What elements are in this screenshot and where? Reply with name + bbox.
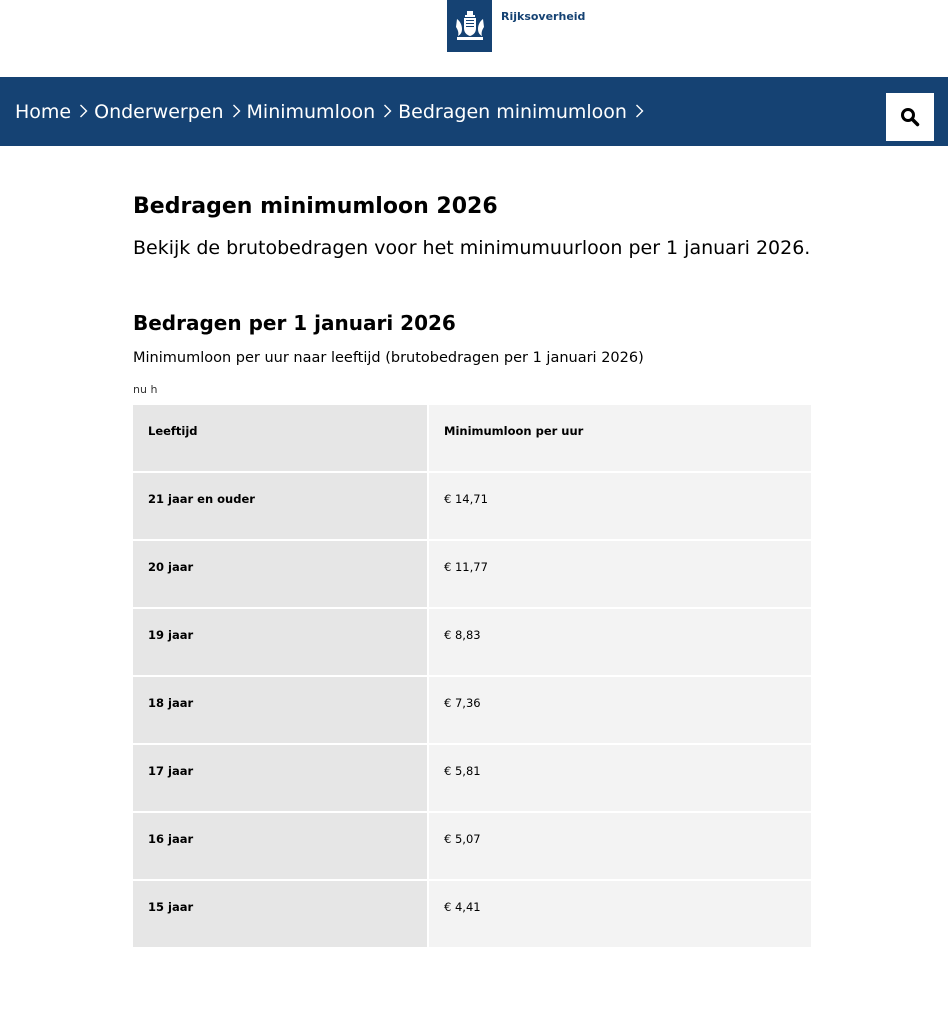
breadcrumb-bedragen-minimumloon[interactable]: Bedragen minimumloon — [398, 100, 627, 123]
age-cell: 21 jaar en ouder — [133, 473, 429, 541]
search-button[interactable] — [886, 93, 934, 141]
logo-bar — [0, 0, 948, 77]
breadcrumb — [0, 101, 650, 123]
table-row — [133, 881, 811, 949]
coat-of-arms-icon — [454, 9, 486, 43]
breadcrumb-home[interactable]: Home — [15, 100, 72, 123]
age-cell: 19 jaar — [133, 609, 429, 677]
header-minimumloon-per-uur: Minimumloon per uur — [429, 405, 811, 473]
age-cell: 15 jaar — [133, 881, 429, 949]
wage-cell: € 11,77 — [429, 541, 811, 609]
main-content — [133, 146, 813, 949]
age-cell: 17 jaar — [133, 745, 429, 813]
table-note: nu h — [133, 383, 158, 396]
table-row — [133, 813, 811, 881]
age-cell: 20 jaar — [133, 541, 429, 609]
wage-cell: € 7,36 — [429, 677, 811, 745]
section-title: Bedragen per 1 januari 2026 — [133, 311, 456, 335]
page-title: Bedragen minimumloon 2026 — [133, 194, 498, 219]
wage-cell: € 4,41 — [429, 881, 811, 949]
chevron-right-icon — [232, 101, 241, 123]
table-row — [133, 473, 811, 541]
logo-text: Rijksoverheid — [501, 10, 586, 23]
intro-text: Bekijk de brutobedragen voor het minimumuurloon per 1 januari 2026. — [133, 237, 811, 259]
table-caption: Minimumloon per uur naar leeftijd (brutobedragen per 1 januari 2026) — [133, 350, 644, 366]
table-row — [133, 677, 811, 745]
table-header-row — [133, 405, 811, 473]
wage-cell: € 5,07 — [429, 813, 811, 881]
chevron-right-icon — [383, 101, 392, 123]
search-icon — [900, 107, 920, 127]
navigation-bar — [0, 77, 948, 146]
table-row — [133, 745, 811, 813]
breadcrumb-onderwerpen[interactable]: Onderwerpen — [94, 100, 224, 123]
wage-cell: € 14,71 — [429, 473, 811, 541]
rijksoverheid-logo[interactable] — [447, 0, 492, 52]
chevron-right-icon — [635, 101, 644, 123]
header-leeftijd: Leeftijd — [133, 405, 429, 473]
chevron-right-icon — [79, 101, 88, 123]
table-row — [133, 541, 811, 609]
age-cell: 18 jaar — [133, 677, 429, 745]
age-cell: 16 jaar — [133, 813, 429, 881]
minimum-wage-table — [133, 405, 811, 949]
breadcrumb-minimumloon[interactable]: Minimumloon — [246, 100, 376, 123]
wage-cell: € 8,83 — [429, 609, 811, 677]
wage-cell: € 5,81 — [429, 745, 811, 813]
table-row — [133, 609, 811, 677]
